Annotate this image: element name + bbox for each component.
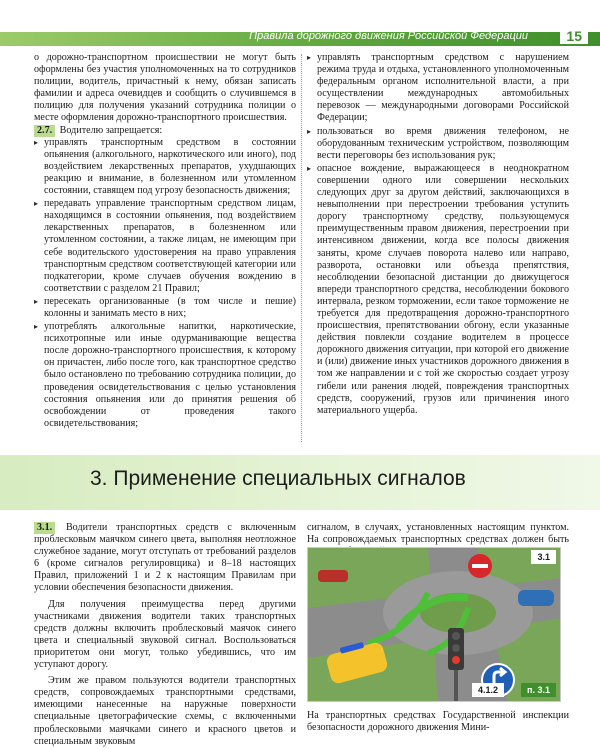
section3-left-column <box>34 522 296 748</box>
rule-lead: Водителю запрещается: <box>59 124 163 136</box>
rule-2-7 <box>34 125 296 137</box>
paragraph: Водители транспортных средств с включенным проблесковым маячком синего цвета, выполняя неотложное служебное задание, могут отступать от требований разделов 6 (кроме сигналов регулировщика) и 8–18 настоящих Правил, приложений 1 и 2 к настоящим Правилам при условии обеспечения безопасности движения. <box>34 522 297 594</box>
list-item: ▸ опасное вождение, выражающееся в неоднократном совершении одного или совершении нескольких следующих друг за другом действий, заключающихся в невыполнении при перестроении требования уступить дорогу транспортному средству, пользующемуся преимущественным правом движения, перестроении при интенсивном движении, когда все полосы движения заняты, кроме случаев поворота налево или направо, разворота, остановки или объезда препятствия, несоблюдении безопасной дистанции до движущегося впереди транспортного средства, несоблюдении бокового интервала, резком торможении, если такое торможение не требуется для предотвращения дорожно-транспортного происшествия, препятствовании обгону, если указанные действия повлекли создание водителем в процессе дорожного движения ситуации, при которой его движение и (или) движение иных участников дорожного движения в том же направлении и с той же скоростью создает угрозу гибели или ранения людей, повреждения транспортных средств, сооружений, грузов или причинения иного материального ущерба. <box>307 163 569 417</box>
running-title: Правила дорожного движения Российской Федерации <box>249 30 528 42</box>
list-item: ▸ передавать управление транспортным средством лицам, находящимся в состоянии опьянения, под воздействием лекарственных препаратов, в болезненном или утомленном состоянии, а также лицам, не имеющим при себе водительского удостоверения на право управления транспортным средством соответствующей категории или подкатегории, кроме случаев обучения вождению в соответствии с разделом 21 Правил; <box>34 198 296 295</box>
list-item: ▸ управлять транспортным средством с нарушением режима труда и отдыха, установленного уполномоченным федеральным органом исполнительной власти, а при осуществлении международных автомобильных перевозок — международными договорами Российской Федерации; <box>307 52 569 125</box>
sign-label: 4.1.2 <box>472 683 504 697</box>
paragraph: о дорожно-транспортном происшествии не могут быть оформлены без участия уполномоченных на то сотрудников полиции, водитель, причастный к нему, обязан записать фамилии и адреса очевидцев и сообщить о случившемся в полицию для получения указаний сотрудника полиции о месте оформления дорожно-транспортного происшествия. <box>34 52 296 124</box>
list-item: ▸ управлять транспортным средством в состоянии опьянения (алкогольного, наркотического или иного), под воздействием лекарственных препаратов, ухудшающих реакцию и внимание, в болезненном или утомленном состоянии, ставящем под угрозу безопасность движения; <box>34 137 296 197</box>
paragraph: Для получения преимущества перед другими участниками движения водители таких транспортных средств должны включить проблесковый маячок синего цвета и специальный звуковой сигнал. Воспользоваться приоритетом они могут, только убедившись, что им уступают дорогу. <box>34 598 296 671</box>
roundabout-illustration <box>308 548 561 702</box>
figure-label-top: 3.1 <box>531 550 556 564</box>
figure-caption: На транспортных средствах Государственной инспекции безопасности дорожного движения Мини- <box>307 710 569 734</box>
paragraph: сигналом, в случаях, установленных настоящим пунктом. На сопровождаемых транспортных средствах должен быть <box>307 522 569 546</box>
rule-label: п. 3.1 <box>521 683 556 697</box>
list-item: ▸ пользоваться во время движения телефоном, не оборудованным техническим устройством, позволяющим вести переговоры без использования рук; <box>307 126 569 162</box>
right-column <box>307 52 569 418</box>
list-item: ▸ употреблять алкогольные напитки, наркотические, психотропные или иные одурманивающие вещества после дорожно-транспортного происшествия, к которому он причастен, либо после того, как транспортное средство было остановлено по требованию сотрудника полиции, до проведения освидетельствования с целью установления состояния опьянения или до принятия решения об освобождении от проведения такого освидетельствования; <box>34 321 296 430</box>
page-number: 15 <box>560 28 588 44</box>
column-divider <box>301 54 302 442</box>
rule-number-tag: 2.7. <box>34 125 55 137</box>
section-band <box>0 455 600 510</box>
left-column <box>34 52 296 431</box>
rule-3-1 <box>34 522 296 595</box>
list-item: ▸ пересекать организованные (в том числе и пешие) колонны и занимать место в них; <box>34 296 296 320</box>
paragraph: Этим же правом пользуются водители транспортных средств, сопровождаемых транспортными средствами, имеющими нанесенные на наружные поверхности специальные цветографические схемы, с включенными проблесковыми маячками синего и красного цветов и специальным звуковым <box>34 675 296 747</box>
illustration-roundabout <box>307 547 561 702</box>
section-title: 3. Применение специальных сигналов <box>90 467 466 490</box>
rule-number-tag: 3.1. <box>34 522 55 534</box>
